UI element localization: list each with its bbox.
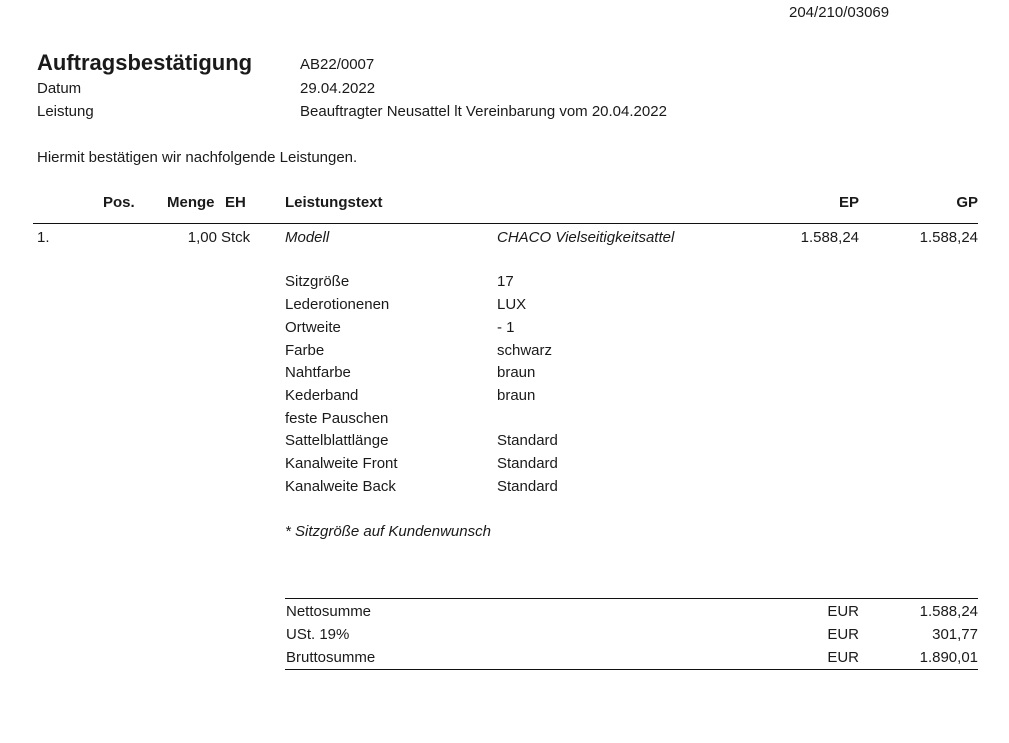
col-header-eh: EH bbox=[225, 194, 246, 211]
spec-label: Kanalweite Front bbox=[285, 455, 398, 472]
spec-label: Sattelblattlänge bbox=[285, 432, 389, 449]
spec-value: Standard bbox=[497, 432, 558, 449]
spec-label: feste Pauschen bbox=[285, 410, 389, 427]
totals-currency: EUR bbox=[827, 603, 859, 620]
item-gp: 1.588,24 bbox=[919, 229, 978, 246]
spec-label: Lederotionenen bbox=[285, 296, 390, 313]
datum-label: Datum bbox=[37, 80, 82, 97]
spec-value: braun bbox=[497, 387, 536, 404]
totals-label: USt. 19% bbox=[286, 626, 350, 643]
totals-label: Nettosumme bbox=[286, 603, 372, 620]
intro-text: Hiermit bestätigen wir nachfolgende Leistungen. bbox=[37, 149, 358, 166]
item-ep: 1.588,24 bbox=[800, 229, 859, 246]
totals-amount: 301,77 bbox=[932, 626, 978, 643]
leistung-label: Leistung bbox=[37, 103, 94, 120]
spec-value: 17 bbox=[497, 273, 514, 290]
spec-label: Sitzgröße bbox=[285, 273, 350, 290]
col-header-gp: GP bbox=[956, 194, 978, 211]
spec-value: braun bbox=[497, 364, 536, 381]
spec-label: Nahtfarbe bbox=[285, 364, 351, 381]
leistung-value: Beauftragter Neusattel lt Vereinbarung vom 20.04.2022 bbox=[300, 103, 667, 120]
item-menge: 1,00 bbox=[187, 229, 217, 246]
totals-amount: 1.588,24 bbox=[919, 603, 978, 620]
document-number: AB22/0007 bbox=[300, 56, 375, 73]
spec-value: Standard bbox=[497, 478, 558, 495]
item-note: * Sitzgröße auf Kundenwunsch bbox=[285, 523, 491, 540]
item-label: Modell bbox=[285, 229, 330, 246]
reference-number: 204/210/03069 bbox=[789, 4, 890, 21]
spec-value: schwarz bbox=[497, 342, 553, 359]
spec-value: - 1 bbox=[497, 319, 515, 336]
spec-label: Kanalweite Back bbox=[285, 478, 396, 495]
totals-label: Bruttosumme bbox=[286, 649, 376, 666]
col-header-menge: Menge bbox=[167, 194, 215, 211]
totals-amount: 1.890,01 bbox=[919, 649, 978, 666]
spec-value: Standard bbox=[497, 455, 558, 472]
table-header-rule bbox=[33, 223, 978, 224]
totals-currency: EUR bbox=[827, 626, 859, 643]
totals-top-rule bbox=[285, 598, 978, 599]
document-title: Auftragsbestätigung bbox=[37, 50, 253, 75]
spec-label: Farbe bbox=[285, 342, 325, 359]
datum-value: 29.04.2022 bbox=[300, 80, 376, 97]
spec-label: Ortweite bbox=[285, 319, 341, 336]
spec-value: LUX bbox=[497, 296, 527, 313]
spec-label: Kederband bbox=[285, 387, 359, 404]
item-pos: 1. bbox=[37, 229, 50, 246]
col-header-leistungstext: Leistungstext bbox=[285, 194, 383, 211]
item-value: CHACO Vielseitigkeitsattel bbox=[497, 229, 675, 246]
col-header-ep: EP bbox=[838, 194, 859, 211]
item-eh: Stck bbox=[221, 229, 251, 246]
totals-currency: EUR bbox=[827, 649, 859, 666]
totals-bottom-rule bbox=[285, 669, 978, 670]
col-header-pos: Pos. bbox=[103, 194, 135, 211]
